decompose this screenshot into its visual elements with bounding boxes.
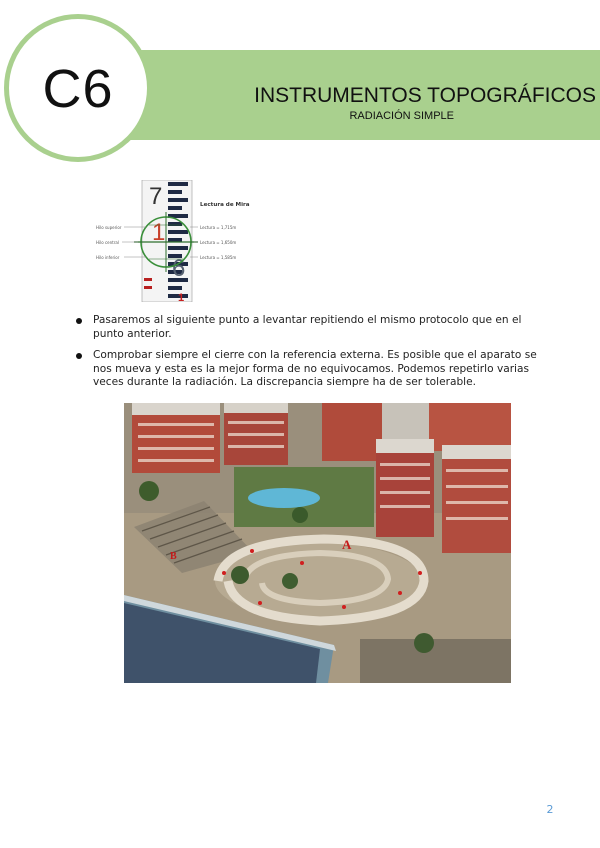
page-number: 2 [546, 803, 554, 816]
leveling-staff-figure [94, 180, 254, 302]
page-subtitle: RADIACIÓN SIMPLE [349, 110, 454, 122]
list-item-text: Pasaremos al siguiente punto a levantar repitiendo el mismo protocolo que en el punto anterior. [93, 314, 522, 340]
page-title: INSTRUMENTOS TOPOGRÁFICOS [254, 84, 596, 107]
reading-superior: Lectura = 1,715m [200, 225, 237, 230]
instruction-list [76, 314, 550, 398]
staff-number-6: 6 [172, 255, 186, 282]
staff-number-7: 7 [149, 183, 163, 210]
list-item [76, 314, 550, 341]
staff-figure-title: Lectura de Mira [200, 202, 250, 208]
point-label-a: A [342, 537, 352, 552]
list-item-text: Comprobar siempre el cierre con la referencia externa. Es posible que el aparato se nos mueva y esta es la mejor forma de no equivocamos. Podemos repetirlo varias veces durante la radiación. La discrepancia siempre ha de ser tolerable. [93, 349, 537, 388]
bullet-icon [76, 318, 82, 324]
staff-number-1: 1 [152, 219, 166, 246]
label-hilo-inferior: Hilo inferior [96, 255, 120, 260]
list-item [76, 349, 550, 390]
bullet-icon [76, 353, 82, 359]
label-hilo-central: Hilo central [96, 240, 119, 245]
reading-central: Lectura = 1,650m [200, 240, 237, 245]
point-label-b: B [170, 551, 177, 562]
label-hilo-superior: Hilo superior [96, 225, 122, 230]
chapter-badge [4, 14, 152, 162]
chapter-code: C6 [42, 59, 114, 119]
reading-inferior: Lectura = 1,585m [200, 255, 237, 260]
aerial-photo [124, 403, 511, 683]
staff-number-1-bottom: 1 [178, 292, 185, 302]
